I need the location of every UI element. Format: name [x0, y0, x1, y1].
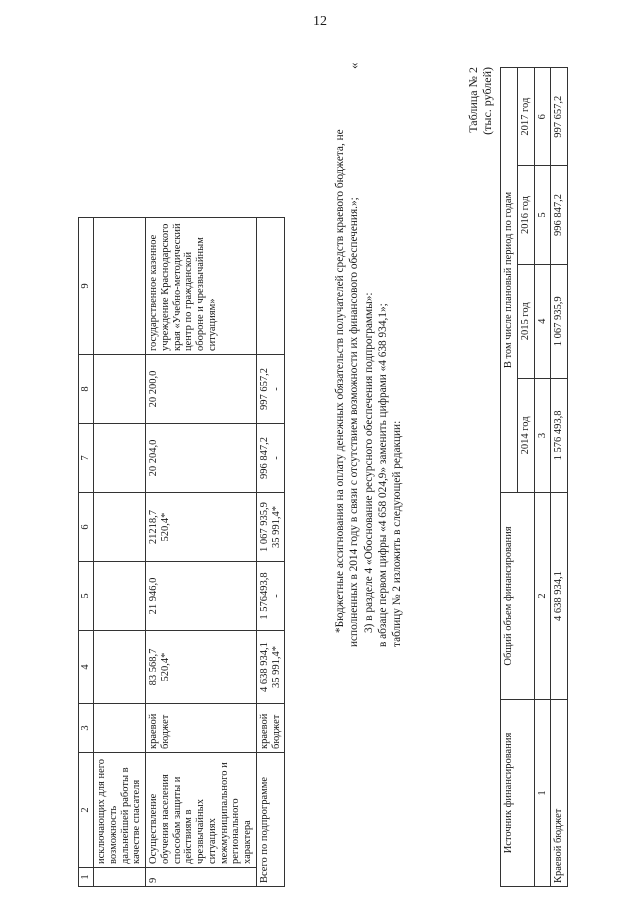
- table-row: [256, 218, 285, 887]
- cell-value: -: [270, 456, 282, 460]
- header-cell: 2014 год: [517, 378, 534, 492]
- header-cell: 6: [79, 493, 94, 562]
- table-row: [551, 68, 568, 887]
- header-cell: 2016 год: [517, 166, 534, 264]
- header-cell: 5: [79, 562, 94, 631]
- table-header-row: [79, 218, 94, 887]
- table-cell: [94, 562, 146, 631]
- table-cell: [146, 493, 257, 562]
- table-cell: [146, 631, 257, 704]
- table-cell: [94, 631, 146, 704]
- header-cell: Общий объем финансирования: [501, 493, 535, 700]
- header-cell: 1: [534, 700, 551, 887]
- table-cell: исключающих для него возможность дальнейшей работы в качестве спасателя: [94, 753, 146, 868]
- table-cell: 1 576 493,8: [551, 378, 568, 492]
- table-cell: 20 200,0: [146, 355, 257, 424]
- header-cell: 7: [79, 424, 94, 493]
- cell-value: -: [270, 387, 282, 391]
- header-cell: 5: [534, 166, 551, 264]
- table-cell: [94, 424, 146, 493]
- cell-value: 520,4*: [159, 512, 171, 542]
- table-cell: государственное казенное учреждение Краснодарского края «Учебно-методический центр по гражданской обороне и чрезвычайным ситуациям»: [146, 218, 257, 355]
- table-cell: Осуществление обучения населения способам защиты и действиям в чрезвычайных ситуациях межмуниципального и регионального характера: [146, 753, 257, 868]
- cell-value: 997 657,2: [258, 368, 270, 410]
- table-header-row: [501, 68, 518, 887]
- table-cell: Всего по подпрограмме: [256, 753, 285, 887]
- table-cell: Краевой бюджет: [551, 700, 568, 887]
- table-cell: [94, 355, 146, 424]
- header-cell: 1: [79, 868, 94, 887]
- table-cell: [256, 631, 285, 704]
- table-number-row: [534, 68, 551, 887]
- table-cell: 997 657,2: [551, 68, 568, 166]
- table-cell: [94, 868, 146, 887]
- cell-value: -: [270, 594, 282, 598]
- table-row: [94, 218, 146, 887]
- paragraph-text: в абзаце первом цифры «4 658 024,9» заменить цифрами «4 638 934,1»;: [377, 303, 389, 647]
- table-cell: 1 067 935,9: [551, 264, 568, 378]
- header-cell: 2: [534, 493, 551, 700]
- table-caption: Таблица № 2: [466, 67, 480, 133]
- table-cell: [256, 218, 285, 355]
- table-units: (тыс. рублей): [480, 67, 494, 135]
- cell-value: 35 991,4*: [270, 646, 282, 688]
- table-cell: 21 946,0: [146, 562, 257, 631]
- section-item-text: 3) в разделе 4 «Обоснование ресурсного обеспечения подпрограммы»:: [363, 292, 375, 633]
- header-cell: 6: [534, 68, 551, 166]
- table-cell: 20 204,0: [146, 424, 257, 493]
- table-cell: [94, 704, 146, 753]
- page-number: 12: [313, 14, 327, 29]
- header-cell: 2: [79, 753, 94, 868]
- rotated-page-content: [0, 55, 640, 905]
- cell-value: 1 576493,8: [258, 572, 270, 620]
- table-cell: 9: [146, 868, 257, 887]
- header-cell: 9: [79, 218, 94, 355]
- table-cell: [94, 493, 146, 562]
- header-cell: 3: [534, 378, 551, 492]
- financing-table: [500, 67, 568, 887]
- table-cell: [256, 562, 285, 631]
- subprogram-activities-table: [78, 217, 285, 887]
- table-row: [146, 218, 257, 887]
- header-cell: 8: [79, 355, 94, 424]
- header-cell: 3: [79, 704, 94, 753]
- content-area: [78, 62, 565, 887]
- table-cell: [94, 218, 146, 355]
- table-cell: краевой бюджет: [146, 704, 257, 753]
- table-cell: 996 847,2: [551, 166, 568, 264]
- header-cell: Источник финансирования: [501, 700, 535, 887]
- table-cell: краевой бюджет: [256, 704, 285, 753]
- cell-value: 21218,7: [148, 509, 159, 545]
- cell-value: 35 991,4*: [270, 506, 282, 548]
- cell-value: 996 847,2: [258, 437, 270, 479]
- header-cell: В том числе плановый период по годам: [501, 68, 518, 493]
- cell-value: 83 568,7: [148, 648, 159, 686]
- footnote-text: *Бюджетные ассигнования на оплату денежных обязательств получателей средств краевого бюджета, не исполненных в 2014 году в связи с отсутствием возможности их финансового обеспечения.»;: [334, 129, 360, 647]
- opening-quote: «: [346, 62, 361, 69]
- table-cell: 4 638 934,1: [551, 493, 568, 700]
- header-cell: 2015 год: [517, 264, 534, 378]
- table-cell: [256, 355, 285, 424]
- cell-value: 520,4*: [159, 652, 171, 682]
- cell-value: 4 638 934,1: [258, 642, 270, 692]
- header-cell: 4: [79, 631, 94, 704]
- header-cell: 2017 год: [517, 68, 534, 166]
- header-cell: 4: [534, 264, 551, 378]
- table-cell: [256, 424, 285, 493]
- paragraph-text: таблицу № 2 изложить в следующей редакции:: [391, 420, 403, 647]
- table-cell: [256, 493, 285, 562]
- cell-value: 1 067 935,9: [258, 502, 270, 552]
